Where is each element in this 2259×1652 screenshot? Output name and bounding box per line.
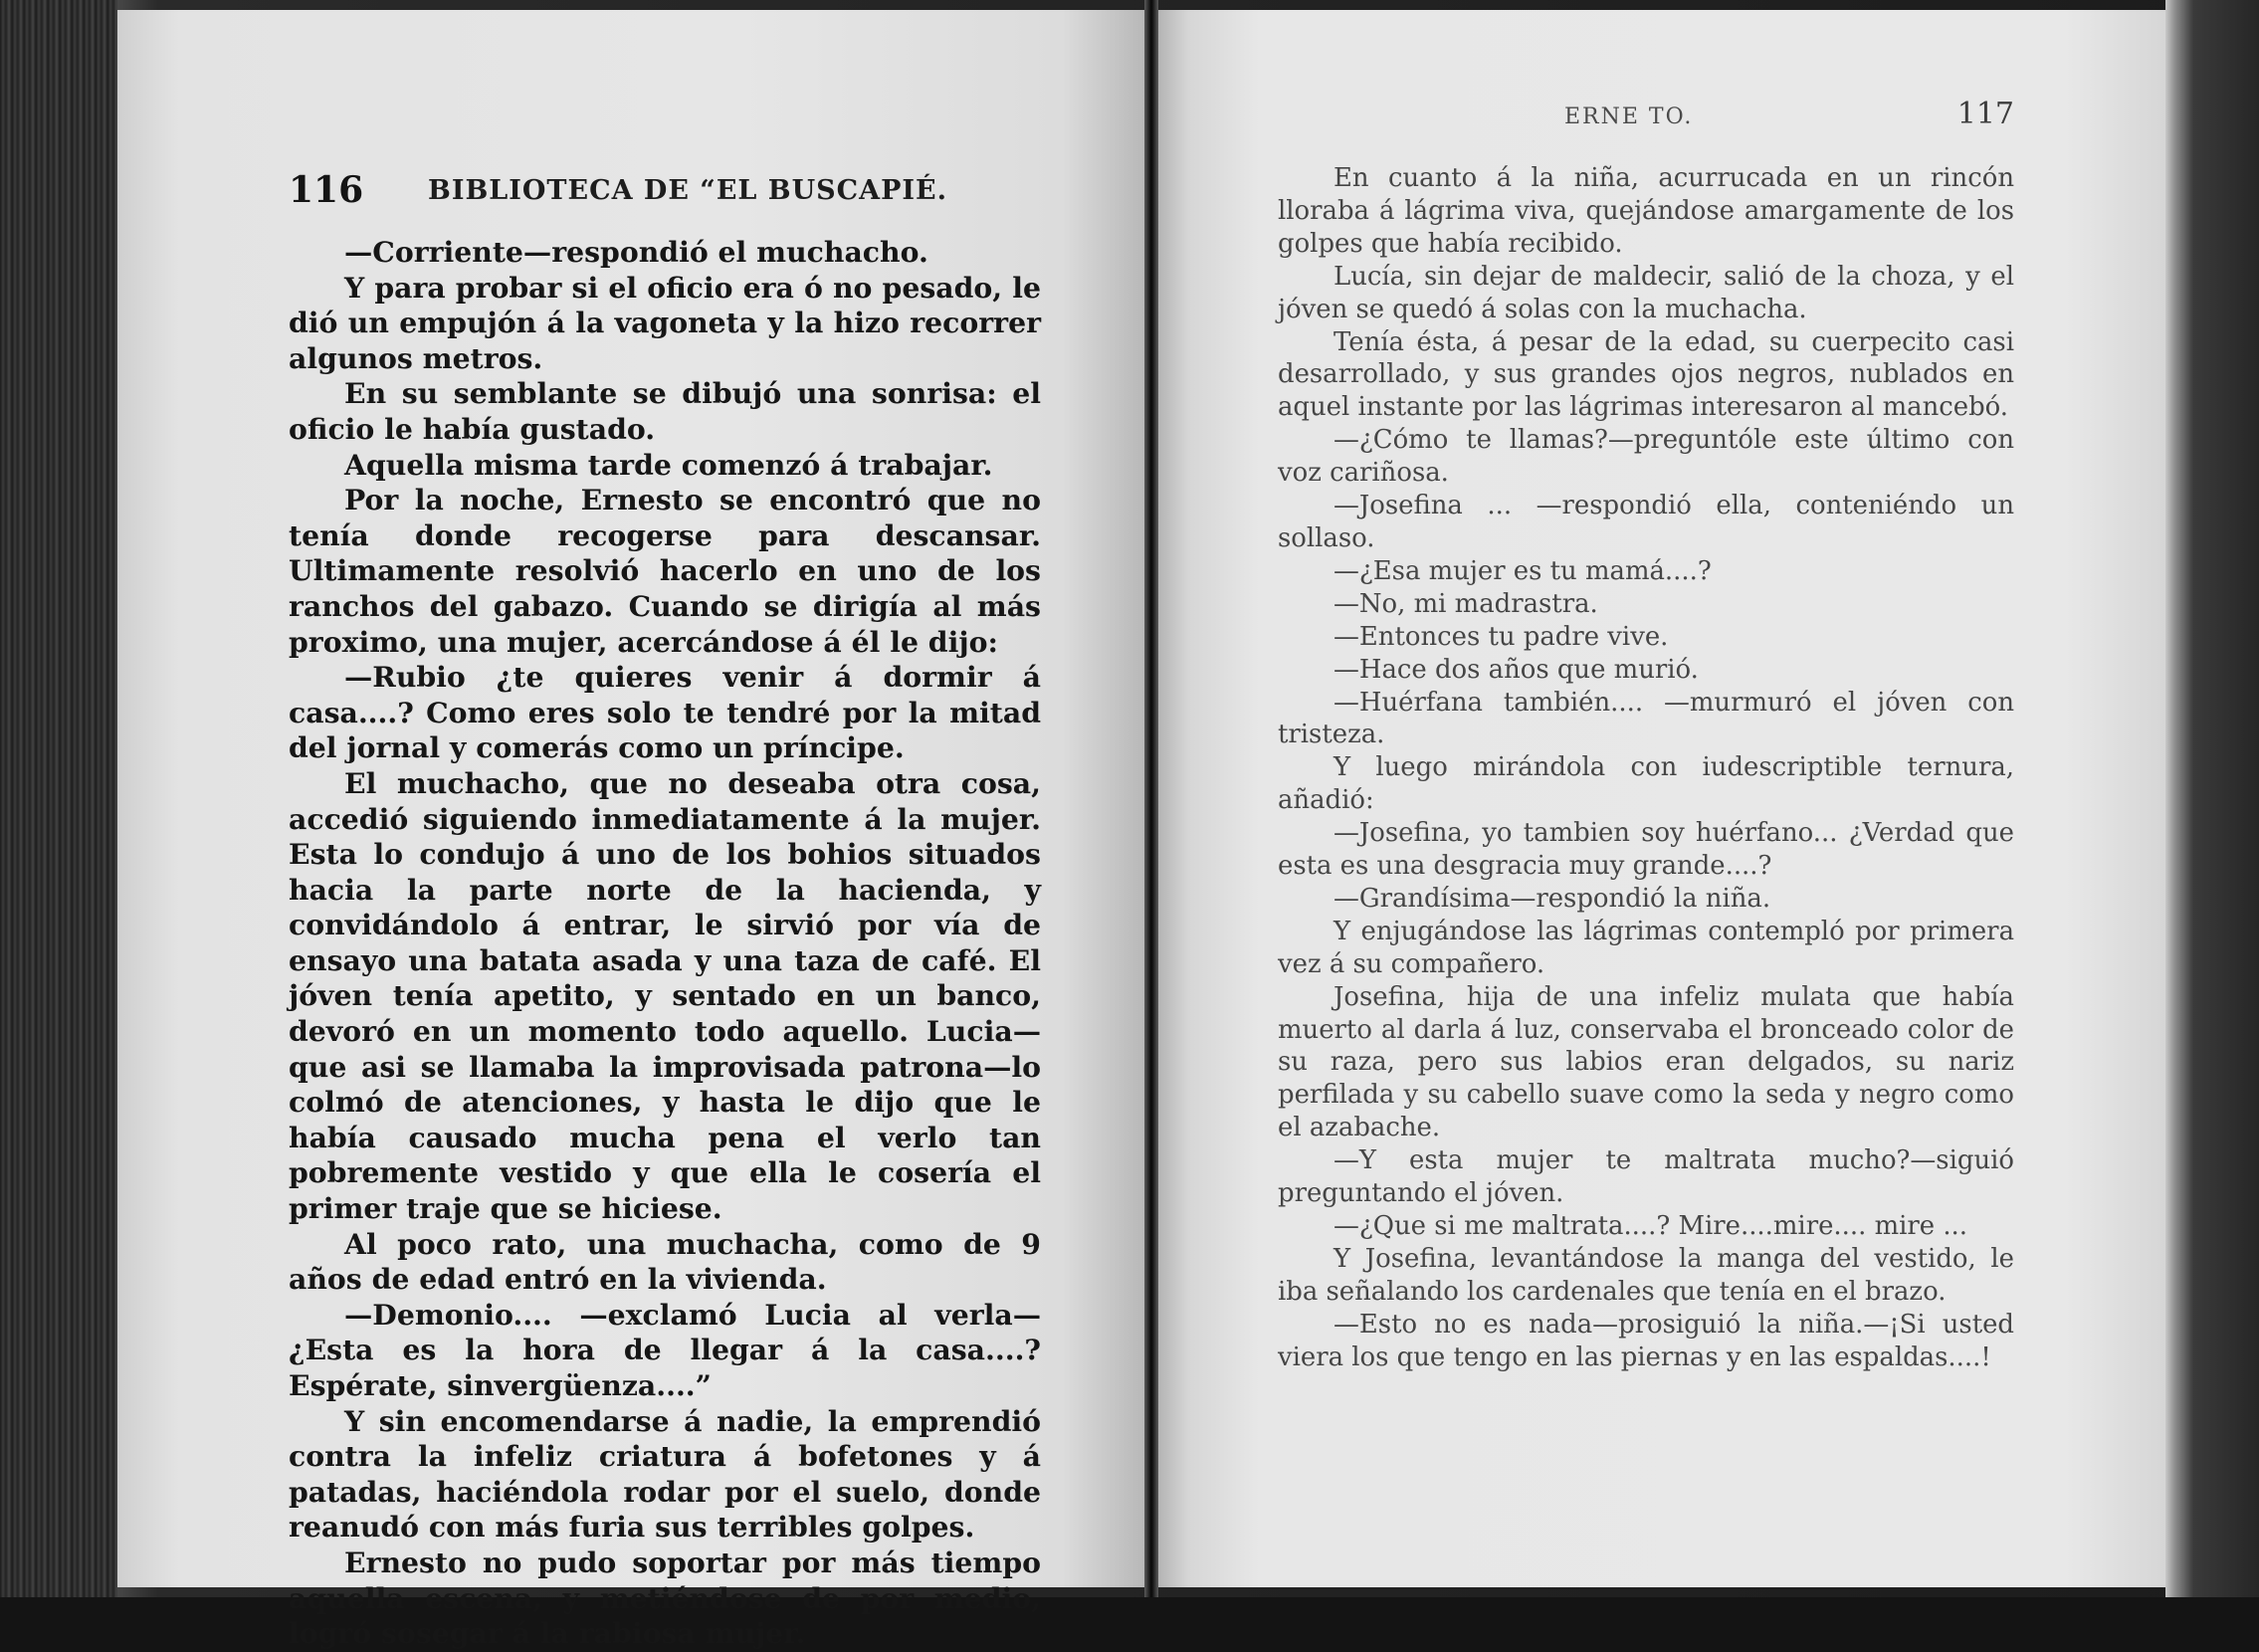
paragraph: Y enjugándose las lágrimas contempló por primera vez á su compañero.: [1278, 916, 2014, 979]
paragraph: En cuanto á la niña, acurrucada en un rincón lloraba á lágrima viva, quejándose amargamente de los golpes que había recibido.: [1278, 163, 2014, 259]
running-head-title-left: BIBLIOTECA DE “EL BUSCAPIÉ.: [428, 175, 948, 206]
paragraph: —¿Cómo te llamas?—preguntóle este último con voz cariñosa.: [1278, 425, 2014, 489]
page-number-left: 116: [289, 169, 364, 211]
paragraph: Y Josefina, levantándose la manga del vestido, le iba señalando los cardenales que tenía en el brazo.: [1278, 1243, 2014, 1307]
paragraph: —Josefina, yo tambien soy huérfano... ¿Verdad que esta es una desgracia muy grande....?: [1278, 818, 2014, 882]
paragraph: —Huérfana también.... —murmuró el jóven con tristeza.: [1278, 687, 2014, 750]
paragraph: —¿Esa mujer es tu mamá....?: [1334, 555, 1712, 586]
paragraph: —Y esta mujer te maltrata mucho?—siguió preguntando el jóven.: [1278, 1145, 2014, 1209]
paragraph: —Esto no es nada—prosiguió la niña.—¡Si usted viera los que tengo en las piernas y en las espaldas....!: [1278, 1309, 2014, 1372]
paragraph: Tenía ésta, á pesar de la edad, su cuerpecito casi desarrollado, y sus grandes ojos negros, nublados en aquel instante por las lágrimas interesaron al mancebó.: [1278, 326, 2014, 423]
running-head-left: [289, 169, 1041, 229]
paragraph: Josefina, hija de una infeliz mulata que había muerto al darla á luz, conservaba el bronceado color de su raza, pero sus labios eran delgados, su nariz perfilada y su cabello suave como la seda y negro como el azabache.: [1278, 981, 2014, 1143]
paragraph: Aquella misma tarde comenzó á trabajar.: [344, 447, 993, 482]
paragraph: —Entonces tu padre vive.: [1334, 621, 1669, 652]
paragraph: En su semblante se dibujó una sonrisa: el oficio le había gustado.: [289, 376, 1041, 446]
running-head-right: [1278, 95, 2014, 152]
book-gutter: [1144, 0, 1158, 1597]
paragraph: Y luego mirándola con iudescriptible ternura, añadió:: [1278, 752, 2014, 816]
paragraph: Al poco rato, una muchacha, como de 9 años de edad entró en la vivienda.: [289, 1226, 1041, 1297]
paragraph: Ernesto no pudo soportar por más tiempo aquella escena, y metiéndose de por medio, logró sosegar á la rabiosa mujer.: [289, 1545, 1041, 1651]
paragraph: El muchacho, que no deseaba otra cosa, accedió siguiendo inmediatamente á la mujer. Esta lo condujo á uno de los bohios situados hacia la parte norte de la hacienda, y convidándolo á entrar, le sirvió por vía de ensayo una batata asada y una taza de café. El jóven tenía apetito, y sentado en un banco, devoró en un momento todo aquello. Lucia—que asi se llamaba la improvisada patrona—lo colmó de atenciones, y hasta le dijo que le había causado mucha pena el verlo tan pobremente vestido y que ella le cosería el primer traje que se hiciese.: [289, 765, 1041, 1226]
paragraph: Y sin encomendarse á nadie, la emprendió contra la infeliz criatura á bofetones y á patadas, haciéndola rodar por el suelo, donde reanudó con más furia sus terribles golpes.: [289, 1403, 1041, 1545]
paragraph: —Grandísima—respondió la niña.: [1334, 883, 1771, 914]
right-page: [1158, 10, 2165, 1587]
body-text-left: [289, 235, 1041, 1652]
paragraph: —Corriente—respondió el muchacho.: [344, 235, 928, 269]
paragraph: —Demonio.... —exclamó Lucia al verla—¿Esta es la hora de llegar á la casa....? Espérate, sinvergüenza....”: [289, 1297, 1041, 1402]
paragraph: —Rubio ¿te quieres venir á dormir á casa....? Como eres solo te tendré por la mitad del jornal y comerás como un príncipe.: [289, 660, 1041, 765]
paragraph: —No, mi madrastra.: [1334, 588, 1598, 619]
paragraph: —Hace dos años que murió.: [1334, 654, 1699, 685]
paragraph: —Josefina ... —respondió ella, conteniéndo un sollaso.: [1278, 491, 2014, 553]
paragraph: Y para probar si el oficio era ó no pesado, le dió un empujón á la vagoneta y la hizo recorrer algunos metros.: [289, 270, 1041, 375]
paragraph: Lucía, sin dejar de maldecir, salió de la choza, y el jóven se quedó á solas con la muchacha.: [1278, 261, 2014, 324]
paragraph: Por la noche, Ernesto se encontró que no tenía donde recogerse para descansar. Ultimamente resolvió hacerlo en uno de los ranchos del gabazo. Cuando se dirigía al más proximo, una mujer, acercándose á él le dijo:: [289, 483, 1041, 659]
running-head-title-right: ERNE TO.: [1564, 104, 1694, 129]
left-page: [117, 10, 1144, 1651]
book-edge-right: [2165, 0, 2259, 1597]
paragraph: —¿Que si me maltrata....? Mire....mire.... mire ...: [1334, 1211, 1968, 1241]
body-text-right: [1278, 162, 2014, 1374]
book-edge-left: [0, 0, 117, 1597]
page-number-right: 117: [1956, 97, 2014, 131]
